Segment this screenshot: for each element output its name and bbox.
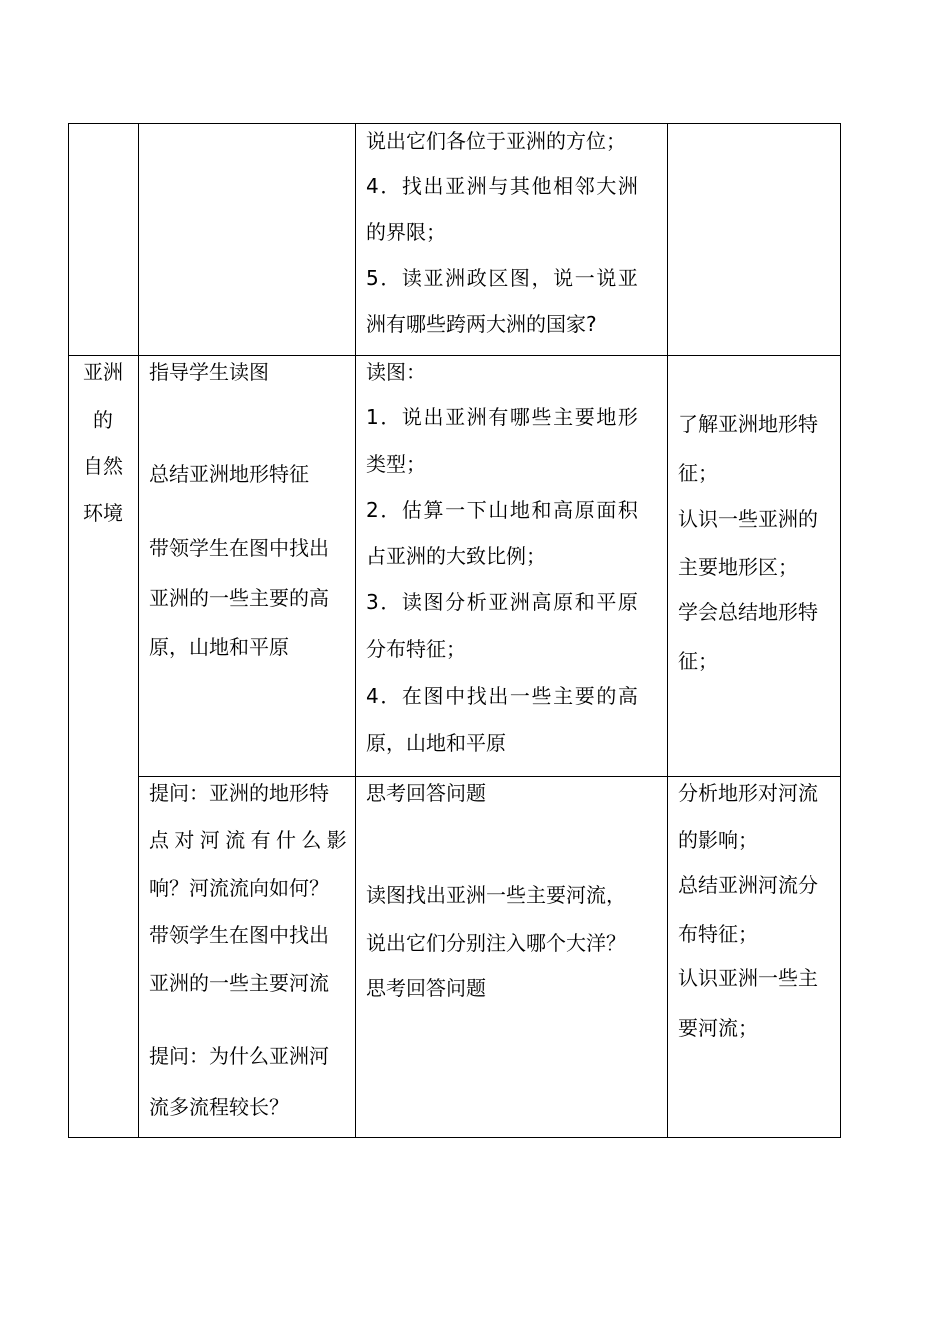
goal-line: 认识一些亚洲的 [678,507,818,531]
row3-goal-cell [667,776,840,1137]
teacher-line: 原，山地和平原 [149,635,289,659]
topic-line: 的 [93,408,113,432]
goal-line: 布特征； [678,922,758,946]
row2-goal-cell [667,355,840,776]
goal-line: 征； [678,461,718,485]
teacher-line: 响？河流流向如何？ [149,876,329,900]
student-line: 分布特征； [366,637,466,661]
goal-line: 主要地形区； [678,555,798,579]
student-line: 4．在图中找出一些主要的高 [366,684,640,708]
student-line: 类型； [366,452,426,476]
table-border-bottom [68,1137,841,1138]
goal-line: 的影响； [678,828,758,852]
topic-line: 环境 [83,501,123,525]
student-line: 思考回答问题 [366,976,486,1000]
teacher-line: 流多流程较长？ [149,1095,289,1119]
row1-activity-line: 说出它们各位于亚洲的方位； [366,129,626,153]
teacher-line: 亚洲的一些主要的高 [149,586,329,610]
row1-activity-line: 洲有哪些跨两大洲的国家? [366,312,597,336]
topic-line: 自然 [83,454,123,478]
teacher-line: 提问：亚洲的地形特 [149,781,329,805]
goal-line: 了解亚洲地形特 [678,412,818,436]
student-line: 读图： [366,360,426,384]
goal-line: 要河流； [678,1016,758,1040]
teacher-line: 点对河流有什么影 [149,828,353,852]
row2-teacher-cell [138,355,355,776]
student-line: 1．说出亚洲有哪些主要地形 [366,405,640,429]
row3-student-cell [355,776,667,1137]
goal-line: 学会总结地形特 [678,600,818,624]
goal-line: 认识亚洲一些主 [678,966,818,990]
student-line: 说出它们分别注入哪个大洋？ [366,931,626,955]
student-line: 读图找出亚洲一些主要河流， [366,883,626,907]
row1-activity-line: 5．读亚洲政区图，说一说亚 [366,266,640,290]
student-line: 思考回答问题 [366,781,486,805]
table-border-right [840,123,841,1138]
teacher-line: 提问：为什么亚洲河 [149,1044,329,1068]
row1-activity-cell [355,123,667,355]
row1-activity-line: 的界限； [366,220,446,244]
goal-line: 分析地形对河流 [678,781,818,805]
row2-topic-cell [68,355,138,776]
student-line: 3．读图分析亚洲高原和平原 [366,590,640,614]
topic-line: 亚洲 [83,360,123,384]
student-line: 原，山地和平原 [366,731,506,755]
student-line: 2．估算一下山地和高原面积 [366,498,640,522]
row3-teacher-cell [138,776,355,1137]
teacher-line: 指导学生读图 [149,360,269,384]
teacher-line: 亚洲的一些主要河流 [149,971,329,995]
teacher-line: 带领学生在图中找出 [149,536,329,560]
row1-activity-line: 4．找出亚洲与其他相邻大洲 [366,174,640,198]
teacher-line: 总结亚洲地形特征 [149,462,309,486]
student-line: 占亚洲的大致比例； [366,544,546,568]
teacher-line: 带领学生在图中找出 [149,923,329,947]
row2-student-cell [355,355,667,776]
goal-line: 征； [678,649,718,673]
goal-line: 总结亚洲河流分 [678,873,818,897]
